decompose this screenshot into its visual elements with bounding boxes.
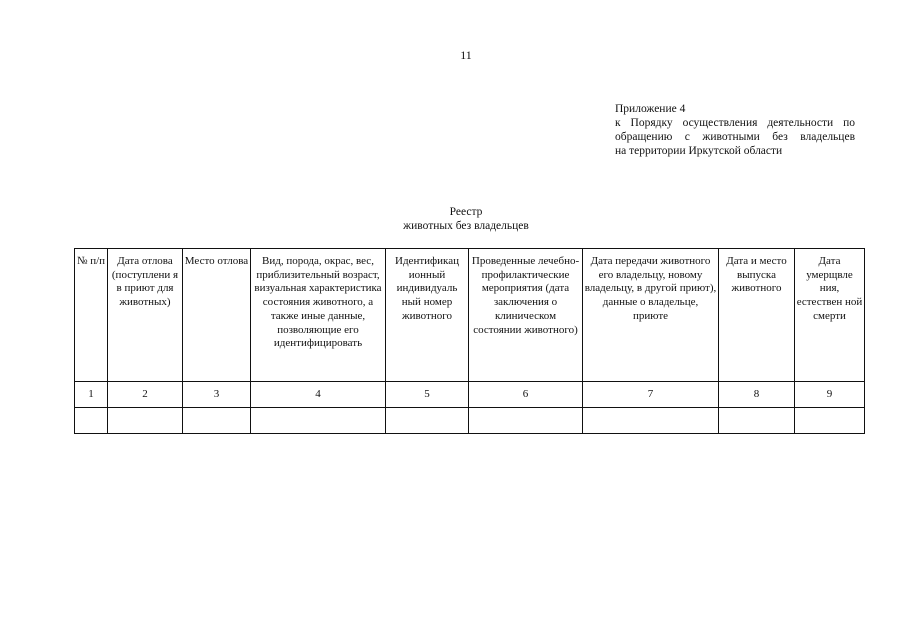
column-number-cell: 2 [108, 382, 183, 408]
header-cell-transfer: Дата передачи животного его владельцу, новому владельцу, в другой приют), данные о владельце, приюте [583, 249, 719, 382]
column-number-cell: 6 [469, 382, 583, 408]
column-number-cell: 8 [719, 382, 795, 408]
header-row [75, 249, 865, 382]
empty-cell [108, 408, 183, 434]
empty-cell [469, 408, 583, 434]
header-cell-number: № п/п [75, 249, 108, 382]
column-number-cell: 9 [795, 382, 865, 408]
appendix-caption [615, 102, 855, 158]
column-number-cell: 1 [75, 382, 108, 408]
header-cell-release: Дата и место выпуска животного [719, 249, 795, 382]
appendix-title: Приложение 4 [615, 103, 686, 115]
header-cell-death: Дата умерщвле ния, естествен ной смерти [795, 249, 865, 382]
empty-cell [795, 408, 865, 434]
empty-cell [719, 408, 795, 434]
empty-cell [183, 408, 251, 434]
header-cell-capture-place: Место отлова [183, 249, 251, 382]
appendix-line-3: обращению с животными без владельцев [615, 131, 855, 143]
header-cell-capture-date: Дата отлова (поступлени я в приют для животных) [108, 249, 183, 382]
empty-cell [75, 408, 108, 434]
page-number: 11 [460, 48, 472, 62]
appendix-line-4: на территории Иркутской области [615, 145, 783, 157]
column-number-cell: 3 [183, 382, 251, 408]
title-line-2: животных без владельцев [403, 220, 529, 232]
title-line-1: Реестр [449, 206, 483, 218]
header-cell-treatment: Проведенные лечебно-профилактические мероприятия (дата заключения о клиническом состоянии животного) [469, 249, 583, 382]
column-number-cell: 5 [386, 382, 469, 408]
header-cell-description: Вид, порода, окрас, вес, приблизительный возраст, визуальная характеристика состояния животного, а также иные данные, позволяющие его идентифицировать [251, 249, 386, 382]
column-number-row [75, 382, 865, 408]
empty-cell [251, 408, 386, 434]
document-title [0, 205, 902, 233]
column-number-cell: 4 [251, 382, 386, 408]
appendix-line-2: к Порядку осуществления деятельности по [615, 117, 855, 129]
column-number-cell: 7 [583, 382, 719, 408]
empty-table-row [75, 408, 865, 434]
header-cell-id-number: Идентификац ионный индивидуаль ный номер животного [386, 249, 469, 382]
empty-cell [386, 408, 469, 434]
empty-cell [583, 408, 719, 434]
registry-table [74, 248, 865, 434]
